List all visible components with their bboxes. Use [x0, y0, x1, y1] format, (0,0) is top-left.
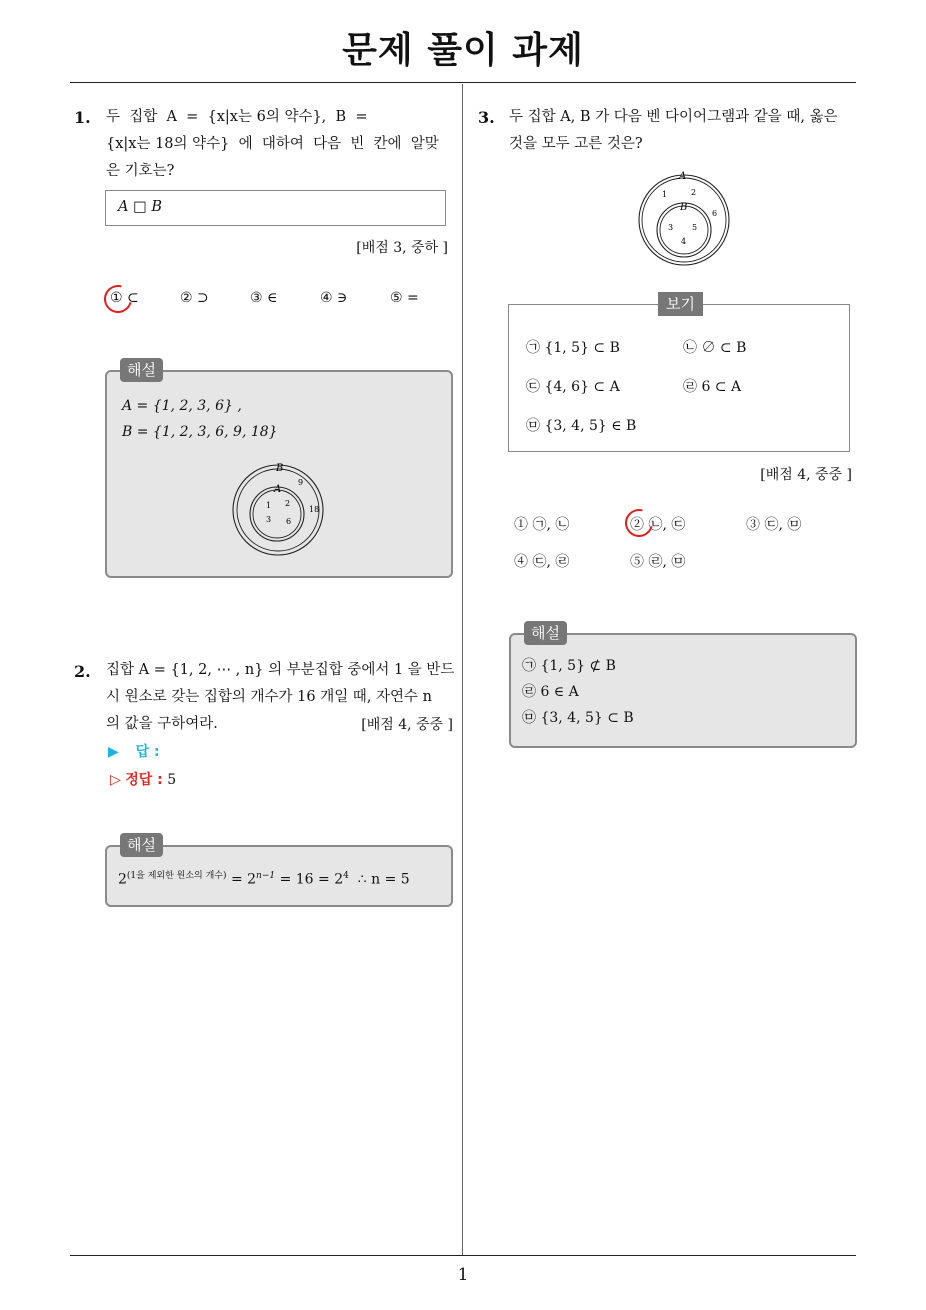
solution-line: B = {1, 2, 3, 6, 9, 18} [122, 424, 278, 440]
venn-element: 2 [285, 499, 291, 508]
choice-4[interactable]: ④ ∋ [320, 290, 348, 306]
header-rule [70, 82, 856, 83]
page-number: 1 [457, 1265, 469, 1285]
venn-element: 6 [712, 209, 718, 218]
solution-formula: $2^{(1을 제외한 원소의 개수)} = 2^{n-1} = 16 = 2^4$ ∴ n = 5 [118, 871, 410, 888]
triangle-icon: ▷ [110, 772, 121, 788]
choice-2[interactable]: ② ⊃ [180, 290, 209, 306]
answer-row [108, 741, 160, 761]
question-number: 2. [74, 662, 91, 681]
venn-element: 1 [662, 190, 668, 199]
question-number: 1. [74, 108, 91, 127]
selected-answer-mark [620, 504, 658, 542]
score-label: [배점 3, 중하 ] [356, 240, 448, 256]
choice-1[interactable]: ① ⊂ [110, 290, 139, 306]
solution-line: A = {1, 2, 3, 6} , [122, 398, 242, 414]
venn-outer-label: B [276, 463, 284, 474]
solution-label: 해설 [120, 833, 163, 857]
solution-label: 해설 [524, 621, 567, 645]
choice-4[interactable]: ④ ㉢, ㉣ [514, 554, 570, 570]
question-line: 두 집합 A, B 가 다음 벤 다이어그램과 같을 때, 옳은 [509, 109, 838, 125]
choice-5[interactable]: ⑤ ㉣, ㉤ [630, 554, 686, 570]
bogi-item: ㉠ {1, 5} ⊂ B [526, 340, 620, 356]
play-icon: ▶ [108, 744, 119, 760]
choice-3[interactable]: ③ ∈ [250, 290, 278, 306]
bogi-item: ㉡ ∅ ⊂ B [683, 340, 747, 356]
bogi-item: ㉤ {3, 4, 5} ∈ B [526, 418, 637, 434]
choice-3[interactable]: ③ ㉢, ㉤ [746, 517, 802, 533]
solution-line: ㉠ {1, 5} ⊄ B [522, 658, 616, 674]
venn-outer-label: A [679, 171, 687, 182]
question-line: 의 값을 구하여라. [106, 716, 218, 732]
bogi-item: ㉢ {4, 6} ⊂ A [526, 379, 620, 395]
venn-element: 2 [691, 188, 697, 197]
page-title: 문제 풀이 과제 [342, 30, 584, 71]
blank-box [105, 190, 446, 226]
bogi-label: 보기 [658, 292, 703, 316]
question-line: 시 원소로 갖는 집합의 개수가 16 개일 때, 자연수 n [106, 689, 433, 705]
question-line: 것을 모두 고른 것은? [509, 136, 643, 152]
question-line: 집합 A = {1, 2, ⋯ , n} 의 부분집합 중에서 1 을 반드 [106, 662, 455, 678]
choice-1[interactable]: ① ㉠, ㉡ [514, 517, 570, 533]
venn-element: 6 [286, 517, 292, 526]
correct-label: 정답 : [125, 772, 163, 788]
solution-line: ㉤ {3, 4, 5} ⊂ B [522, 710, 634, 726]
venn-element: 9 [298, 478, 304, 487]
blank-expression: A □ B [118, 199, 163, 215]
question-number: 3. [478, 108, 495, 127]
question-line: {x|x는 18의 약수} 에 대하여 다음 빈 칸에 알맞 [106, 136, 439, 152]
venn-element: 3 [668, 223, 674, 232]
venn-element: 4 [681, 237, 687, 246]
score-label: [배점 4, 중중 ] [361, 717, 453, 733]
question-line: 은 기호는? [106, 163, 175, 179]
column-divider [462, 84, 463, 1256]
selected-answer-mark [99, 280, 137, 318]
venn-inner-label: B [680, 202, 688, 213]
venn-inner-label: A [274, 484, 282, 495]
choice-2[interactable]: ② ㉡, ㉢ [630, 517, 686, 533]
correct-value: 5 [167, 772, 177, 788]
choice-5[interactable]: ⑤ = [390, 290, 419, 306]
solution-label: 해설 [120, 358, 163, 382]
venn-element: 1 [266, 501, 272, 510]
score-label: [배점 4, 중중 ] [760, 467, 852, 483]
answer-label: 답 : [135, 744, 160, 760]
venn-diagram [228, 458, 328, 558]
footer-rule [70, 1255, 856, 1256]
venn-element: 5 [692, 223, 698, 232]
venn-element: 3 [266, 515, 272, 524]
correct-answer-row [110, 769, 176, 789]
bogi-item: ㉣ 6 ⊂ A [683, 379, 742, 395]
solution-line: ㉣ 6 ∈ A [522, 684, 579, 700]
question-line: 두 집합 A = {x|x는 6의 약수}, B = [106, 109, 368, 125]
venn-diagram [634, 168, 734, 268]
venn-element: 18 [309, 505, 320, 514]
